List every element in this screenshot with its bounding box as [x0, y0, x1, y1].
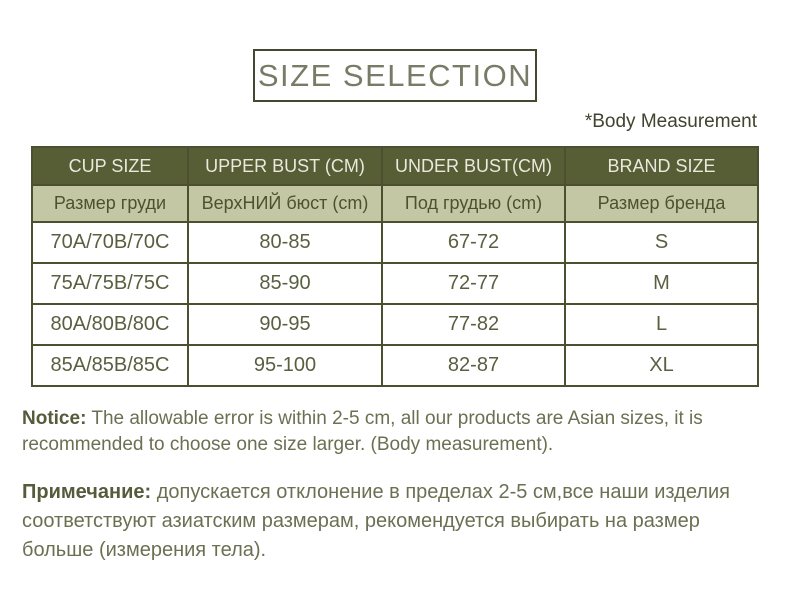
- page-title: SIZE SELECTION: [257, 57, 533, 93]
- size-row: [32, 304, 758, 345]
- cell-cup-size: 85A/85B/85C: [32, 345, 188, 386]
- table-header-row-ru: [32, 185, 758, 222]
- body-measurement-note: *Body Measurement: [584, 111, 757, 132]
- col-header-under-bust: UNDER BUST(CM): [382, 147, 565, 185]
- cell-cup-size: 80A/80B/80C: [32, 304, 188, 345]
- size-row: [32, 222, 758, 263]
- size-table: [31, 146, 759, 387]
- notice-ru: [22, 478, 770, 565]
- notice-en-text: The allowable error is within 2-5 cm, all our products are Asian sizes, it is recommended to choose one size larger. (Body measurement).: [22, 408, 703, 455]
- col-header-brand-size: BRAND SIZE: [565, 147, 758, 185]
- col-subheader-upper-bust-ru: ВерхНИЙ бюст (cm): [188, 185, 382, 222]
- size-row: [32, 345, 758, 386]
- cell-brand-size: L: [565, 304, 758, 345]
- notice-en-label: Notice:: [22, 408, 87, 429]
- cell-under-bust: 67-72: [382, 222, 565, 263]
- col-subheader-brand-size-ru: Размер бренда: [565, 185, 758, 222]
- size-row: [32, 263, 758, 304]
- cell-under-bust: 72-77: [382, 263, 565, 304]
- cell-under-bust: 82-87: [382, 345, 565, 386]
- notice-ru-text: допускается отклонение в пределах 2-5 см,все наши изделия соответствуют азиатским размерам, рекомендуется выбирать на размер больше (измерения тела).: [22, 481, 730, 561]
- col-header-cup-size: CUP SIZE: [32, 147, 188, 185]
- table-header-row-en: [32, 147, 758, 185]
- cell-upper-bust: 90-95: [188, 304, 382, 345]
- notice-ru-label: Примечание:: [22, 481, 152, 503]
- title-box: [253, 49, 537, 102]
- notice-en: [22, 406, 770, 458]
- cell-cup-size: 75A/75B/75C: [32, 263, 188, 304]
- cell-cup-size: 70A/70B/70C: [32, 222, 188, 263]
- cell-upper-bust: 80-85: [188, 222, 382, 263]
- cell-brand-size: M: [565, 263, 758, 304]
- cell-upper-bust: 85-90: [188, 263, 382, 304]
- cell-upper-bust: 95-100: [188, 345, 382, 386]
- cell-brand-size: S: [565, 222, 758, 263]
- col-subheader-under-bust-ru: Под грудью (cm): [382, 185, 565, 222]
- cell-under-bust: 77-82: [382, 304, 565, 345]
- col-header-upper-bust: UPPER BUST (CM): [188, 147, 382, 185]
- cell-brand-size: XL: [565, 345, 758, 386]
- col-subheader-cup-size-ru: Размер груди: [32, 185, 188, 222]
